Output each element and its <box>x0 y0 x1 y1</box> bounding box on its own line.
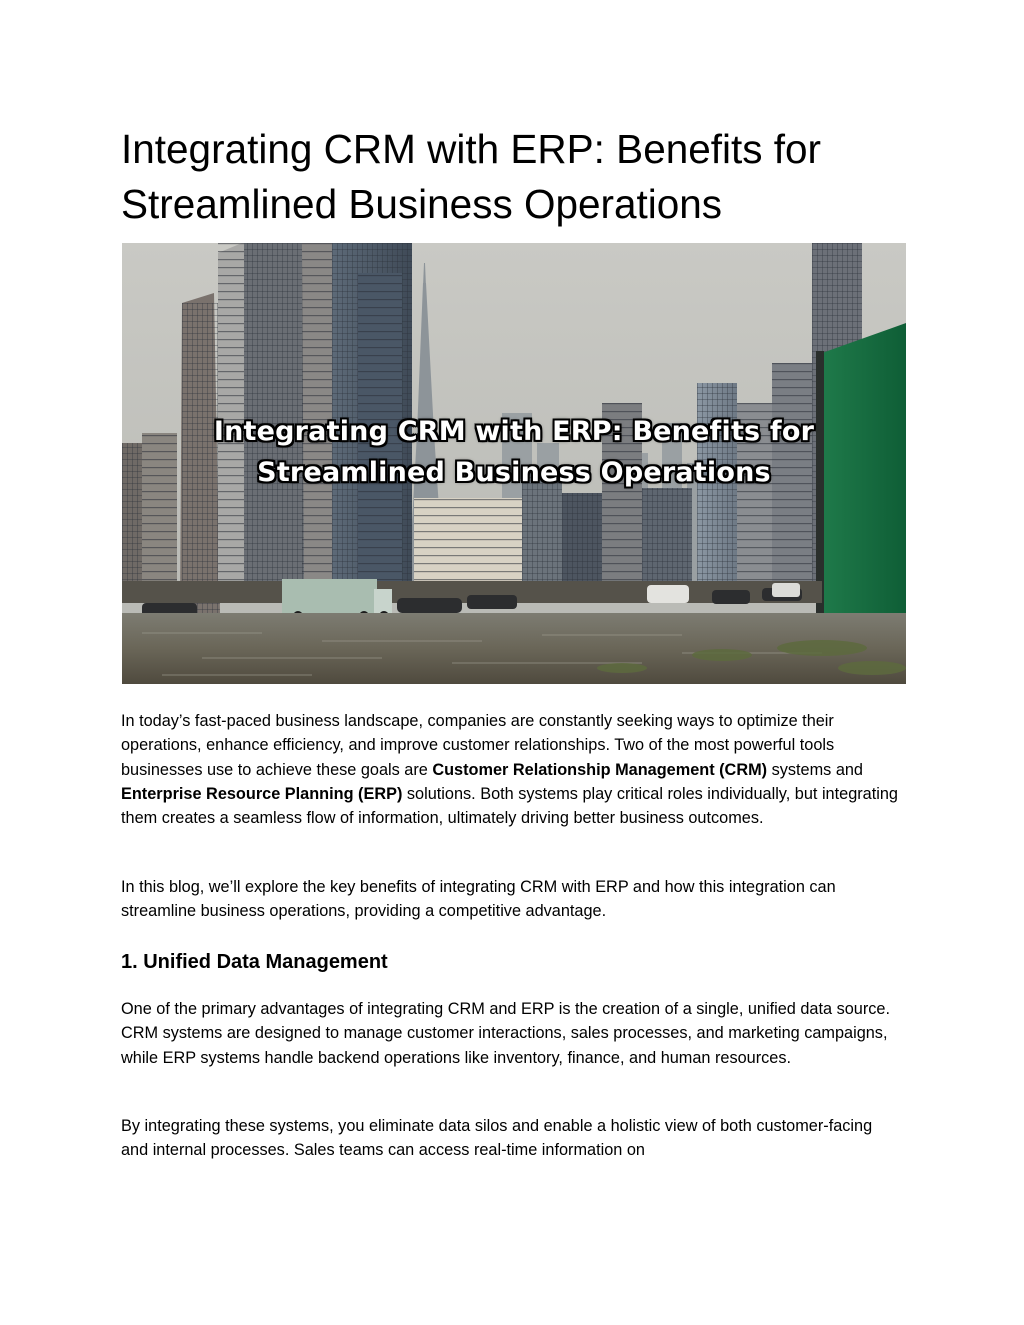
section-heading: 1. Unified Data Management <box>121 951 388 973</box>
intro-text-part2: systems and <box>767 760 863 779</box>
hero-image <box>122 243 906 684</box>
hero-image-caption <box>122 411 906 493</box>
section-paragraph: By integrating these systems, you eliminate data silos and enable a holistic view of both customer-facing and internal processes. Sales teams can access real-time information on <box>121 1117 873 1160</box>
intro-paragraph <box>121 709 901 830</box>
hero-caption-line1: Integrating CRM with ERP: Benefits for <box>213 416 815 447</box>
hero-caption-line2: Streamlined Business Operations <box>257 457 771 488</box>
intro-text-part3: solutions. Both systems play critical roles individually, but integrating them creates a seamless flow of information, ultimately driving better business outcomes. <box>121 784 898 828</box>
page-title: Integrating CRM with ERP: Benefits for Streamlined Business Operations <box>121 126 822 227</box>
intro-bold-crm: Customer Relationship Management (CRM) <box>432 760 768 779</box>
blog-overview-paragraph: In this blog, we’ll explore the key benefits of integrating CRM with ERP and how this integration can streamline business operations, providing a competitive advantage. <box>121 878 836 921</box>
section-paragraph: One of the primary advantages of integrating CRM and ERP is the creation of a single, unified data source. CRM systems are designed to manage customer interactions, sales processes, and marketing campaigns, while ERP systems handle backend operations like inventory, finance, and human resources. <box>121 1000 890 1067</box>
intro-bold-erp: Enterprise Resource Planning (ERP) <box>121 784 403 803</box>
intro-text-part1: In today’s fast-paced business landscape, companies are constantly seeking ways to optimize their operations, enhance efficiency, and improve customer relationships. Two of the most powerful tools businesses use to achieve these goals are <box>121 712 835 779</box>
